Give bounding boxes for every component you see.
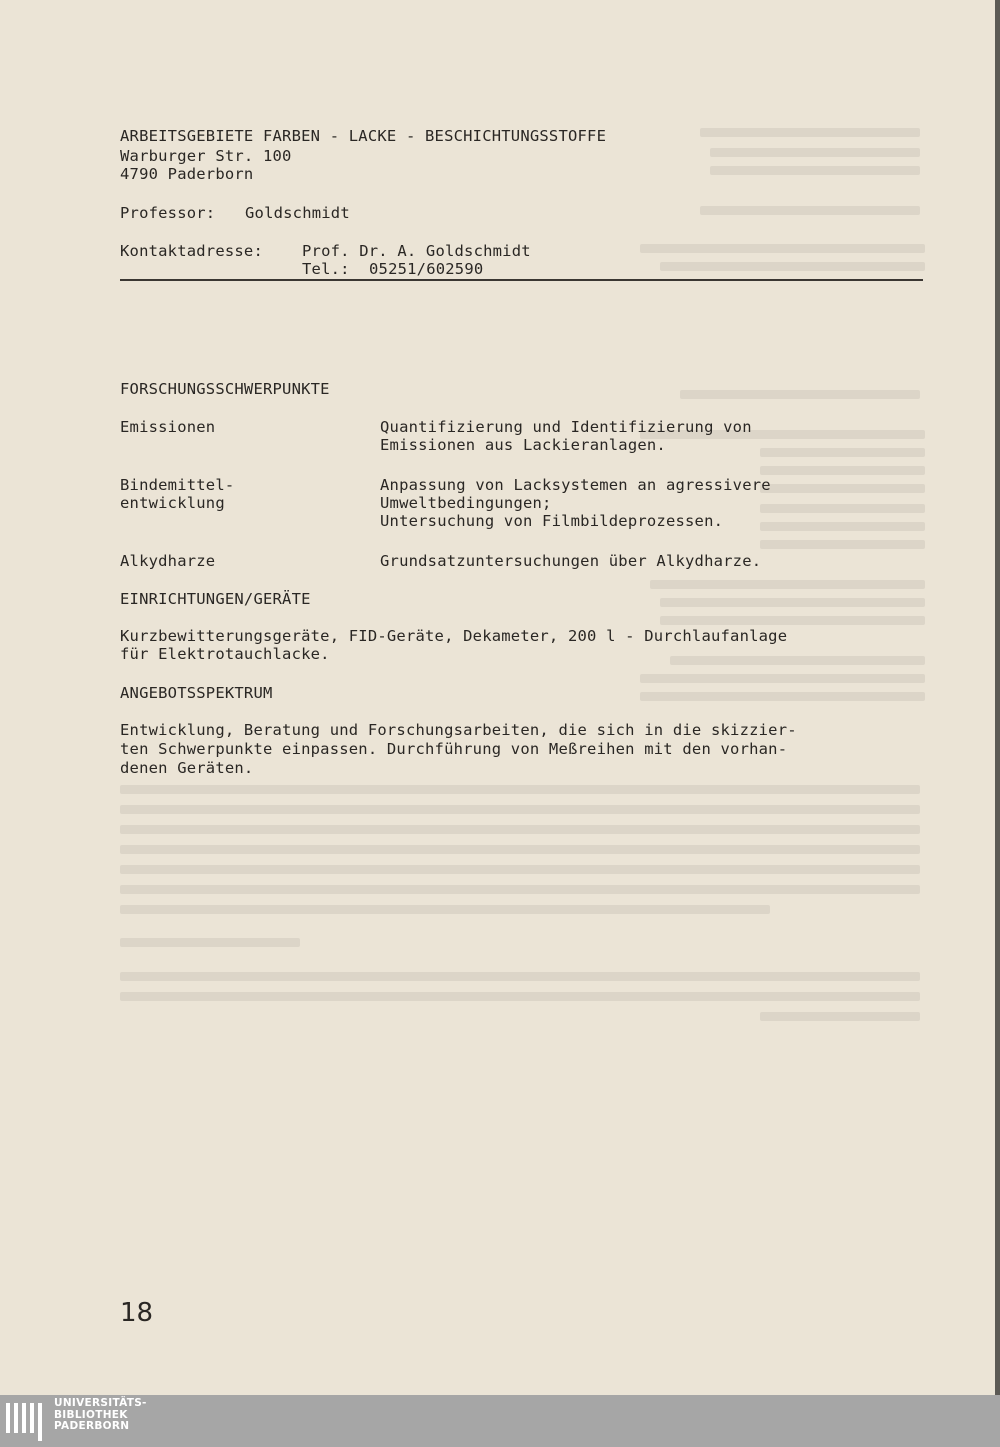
contact-label: Kontaktadresse: (120, 242, 263, 260)
equipment-line: für Elektrotauchlacke. (120, 645, 330, 663)
professor-name: Goldschmidt (245, 204, 350, 222)
research-description-line: Untersuchung von Filmbildeprozessen. (380, 512, 724, 530)
department-title: ARBEITSGEBIETE FARBEN - LACKE - BESCHICHTUNGSSTOFFE (120, 127, 607, 145)
research-description-line: Umweltbedingungen; (380, 494, 552, 512)
page-number: 18 (120, 1298, 154, 1328)
research-description-line: Grundsatzuntersuchungen über Alkydharze. (380, 552, 762, 570)
library-footer (0, 1395, 1000, 1447)
library-logo-line: PADERBORN (54, 1420, 130, 1432)
research-topic: Emissionen (120, 418, 216, 436)
header-divider (120, 279, 923, 281)
professor-label: Professor: (120, 204, 216, 222)
page-edge-shadow (995, 0, 1000, 1395)
research-description-line: Emissionen aus Lackieranlagen. (380, 436, 666, 454)
equipment-heading: EINRICHTUNGEN/GERÄTE (120, 590, 311, 608)
address-city: 4790 Paderborn (120, 165, 254, 183)
research-description-line: Anpassung von Lacksystemen an agressivere (380, 476, 771, 494)
address-street: Warburger Str. 100 (120, 147, 292, 165)
library-logo-line: BIBLIOTHEK (54, 1408, 128, 1421)
offer-heading: ANGEBOTSSPEKTRUM (120, 684, 273, 702)
research-topic: Alkydharze (120, 552, 216, 570)
library-logo-line: UNIVERSITÄTS- (54, 1397, 147, 1409)
offer-text-line: Entwicklung, Beratung und Forschungsarbeiten, die sich in die skizzier- (120, 721, 797, 739)
contact-name: Prof. Dr. A. Goldschmidt (302, 242, 531, 260)
library-logo-text (54, 1398, 147, 1433)
offer-text-line: ten Schwerpunkte einpassen. Durchführung von Meßreihen mit den vorhan- (120, 740, 788, 758)
tel-label: Tel.: (302, 260, 350, 278)
equipment-line: Kurzbewitterungsgeräte, FID-Geräte, Dekameter, 200 l - Durchlaufanlage (120, 627, 788, 645)
tel-value: 05251/602590 (369, 260, 484, 278)
research-topic: entwicklung (120, 494, 225, 512)
offer-text-line: denen Geräten. (120, 759, 254, 777)
research-heading: FORSCHUNGSSCHWERPUNKTE (120, 380, 330, 398)
research-description-line: Quantifizierung und Identifizierung von (380, 418, 752, 436)
library-logo-icon (6, 1403, 46, 1441)
research-topic: Bindemittel- (120, 476, 235, 494)
